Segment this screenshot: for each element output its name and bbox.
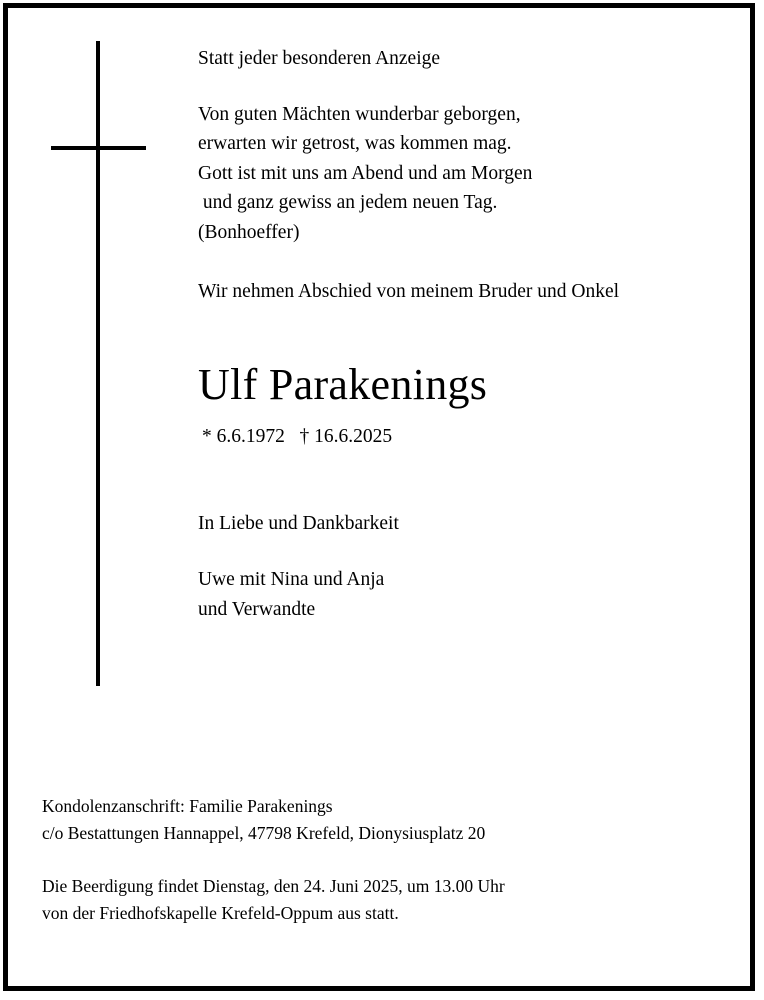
poem-line-2: erwarten wir getrost, was kommen mag.	[198, 133, 512, 154]
poem-line-3: Gott ist mit uns am Abend und am Morgen	[198, 162, 533, 184]
poem-attribution: (Bonhoeffer)	[198, 221, 300, 243]
life-dates: * 6.6.1972 † 16.6.2025	[202, 425, 393, 447]
mourner-line-2: und Verwandte	[198, 598, 316, 620]
funeral-details-block	[42, 873, 742, 927]
spacer	[42, 847, 742, 873]
funeral-line-1: Die Beerdigung findet Dienstag, den 24. Juni 2025, um 13.00 Uhr	[42, 876, 505, 896]
condolence-address-block	[42, 793, 742, 847]
deceased-name: Ulf Parakenings	[198, 359, 488, 409]
condolence-line-2: c/o Bestattungen Hannappel, 47798 Krefeld, Dionysiusplatz 20	[42, 823, 486, 843]
notice-inner	[8, 8, 750, 986]
latin-cross-crossbar-icon	[51, 146, 146, 150]
spacer	[198, 247, 746, 277]
latin-cross-icon	[96, 41, 100, 686]
poem-line-1: Von guten Mächten wunderbar geborgen,	[198, 103, 521, 125]
spacer	[198, 74, 746, 100]
family-block	[198, 509, 746, 625]
poem-block	[198, 100, 746, 248]
funeral-line-2: von der Friedhofskapelle Krefeld-Oppum aus statt.	[42, 903, 399, 923]
mourner-line-1: Uwe mit Nina und Anja	[198, 568, 385, 590]
farewell-line: Wir nehmen Abschied von meinem Bruder und Onkel	[198, 281, 620, 302]
footer-block	[42, 793, 742, 927]
dedication-line: In Liebe und Dankbarkeit	[198, 512, 399, 534]
main-text-column	[198, 44, 746, 625]
obituary-notice	[3, 3, 755, 991]
condolence-line-1: Kondolenzanschrift: Familie Parakenings	[42, 796, 333, 816]
spacer	[198, 539, 746, 565]
intro-line: Statt jeder besonderen Anzeige	[198, 48, 441, 69]
poem-line-4: und ganz gewiss an jedem neuen Tag.	[198, 192, 498, 213]
